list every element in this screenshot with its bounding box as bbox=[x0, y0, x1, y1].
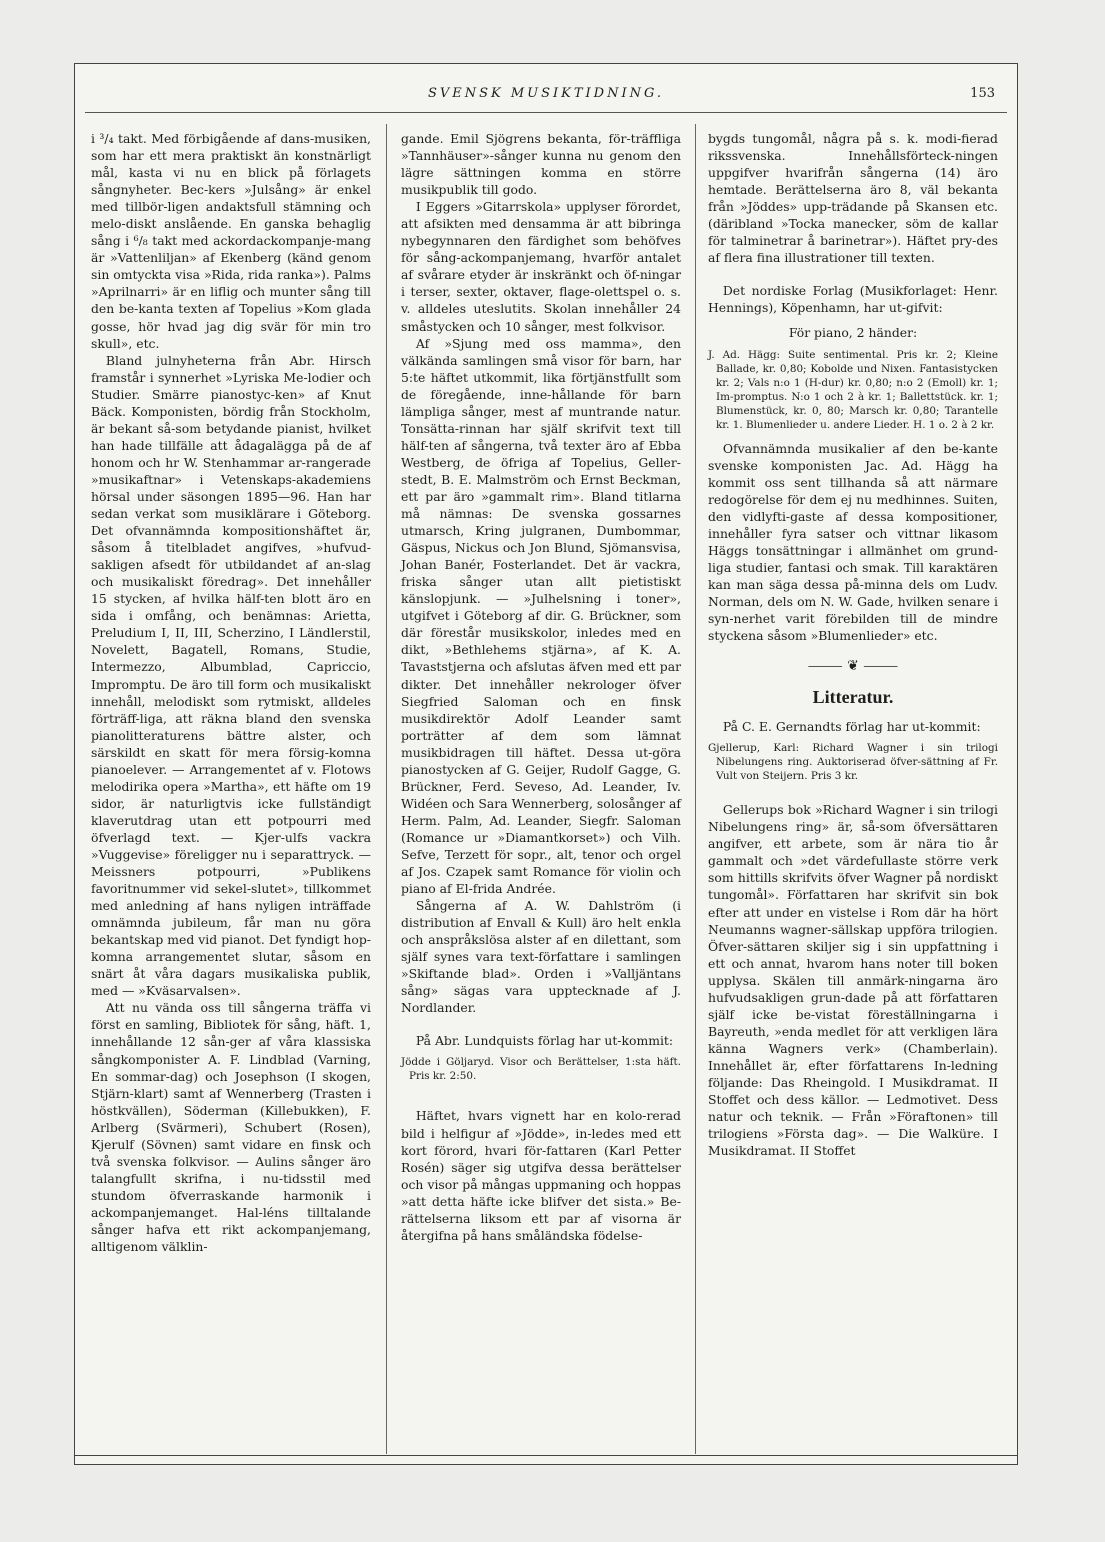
newspaper-page bbox=[74, 63, 1018, 1465]
column-1 bbox=[91, 130, 371, 1255]
paragraph: Att nu vända oss till sångerna träffa vi först en samling, Bibliotek för sång, häft. 1, innehållande 12 sån-ger af våra klassiska sångkomponister A. F. Lindblad (Varning, En sommar-dag) och Josephson (I skogen, Stjärn-klart) samt af Wennerberg (Trasten i höstkvällen), Söderman (Killebukken), F. Arlberg (Svärmeri), Schubert (Rosen), Kjerulf (Sövnen) samt vidare en finsk och två svenska folkvisor. — Aulins sånger äro talangfullt skrifna, i nu-tidsstil med stundom öfverraskande harmonik i ackompanjemanget. Hal-léns tilltalande sånger hafva ett rikt ackompanjemang, alltigenom välklin- bbox=[91, 1000, 371, 1255]
paragraph: i ³/₄ takt. Med förbigående af dans-musiken, som har ett mera praktiskt än konstnärligt mål, kasta vi nu en blick på förlagets sångnyheter. Bec-kers »Julsång» är enkel med tillbör-ligen andaktsfull stämning och melo-diskt anslående. En ganska behaglig sång i ⁶/₈ takt med ackordackompanje-mang är »Vattenliljan» af Ekenberg (känd genom sin omtyckta visa »Rida, rida ranka»). Palms »Aprilnarri» är en liflig och munter sång till den be-kanta texten af Topelius »Kom glada gosse, hör hvad jag dig svär för min tro skull», etc. bbox=[91, 131, 371, 351]
paragraph: I Eggers »Gitarrskola» upplyser förordet, att afsikten med densamma är att bibringa nybegynnaren den färdighet som behöfves för sång-ackompanjemang, hvarför antalet af svårare etyder är inskränkt och öf-ningar i terser, sexter, oktaver, flage-olettspel o. s. v. alldeles uteslutits. Skolan innehåller 24 småstycken och 10 sånger, mest folkvisor. bbox=[401, 199, 681, 334]
column-divider bbox=[695, 124, 696, 1454]
book-listing: Jödde i Göljaryd. Visor och Berättelser, 1:sta häft. Pris kr. 2:50. bbox=[401, 1056, 681, 1083]
paragraph: Bland julnyheterna från Abr. Hirsch framstår i synnerhet »Lyriska Me-lodier och Studier. Smärre pianostyc-ken» af Knut Bäck. Komponisten, bördig från Stockholm, är bekant så-som betydande pianist, hvilket han hade tillfälle att ådagalägga på de af honom och hr W. Stenhammar ar-rangerade »musikaftnar» i Vetenskaps-akademiens hörsal under säsongen 1895—96. Han har sedan verkat som musiklärare i Göteborg. Det ofvannämnda kompositionshäftet är, såsom å titelbladet angifves, »hufvud-sakligen afsedt för utbildandet af an-slag och musikaliskt föredrag». Det innehåller 15 stycken, af hvilka hälf-ten blott äro en sida i omfång, och benämnas: Arietta, Preludium I, II, III, Scherzino, I Ländlerstil, Novelett, Bagatell, Romans, Studie, Intermezzo, Albumblad, Capriccio, Impromptu. De äro till form och musikaliskt innehåll, melodiskt som rytmiskt, alldeles förträff-liga, att räkna bland den svenska pianolitteraturens bättre alster, och särskildt en skatt för mera försig-komna pianoelever. — Arrangementet af v. Flotows melodirika opera »Martha», ett häfte om 19 sidor, är naturligtvis icke fullständigt klaverutdrag utan ett potpourri med öfverlagd text. — Kjer-ulfs vackra »Vuggevise» föreligger nu i separattryck. — Meissners potpourri, »Publikens favoritnummer vid sekel-slutet», tillkommet med anledning af hans nyligen inträffade omnämnda jubileum, får man nu göra bekantskap med vid pianot. Det fyndigt hop-komna arrangementet slutar, såsom en snärt åt våra dagars musikaliska publik, med — »Kväsarvalsen». bbox=[91, 352, 371, 999]
paragraph: Ofvannämnda musikalier af den be-kante svenske komponisten Jac. Ad. Hägg ha kommit oss sent tillhanda så att närmare redogörelse för dem ej nu medhinnes. Suiten, den vidlyfti-gaste af dessa kompositioner, innehåller fyra satser och vittnar likasom Häggs tonsättningar i allmänhet om grund-liga studier, fantasi och smak. Till karaktären kan man säga dessa på-minna dels om Ludv. Norman, dels om N. W. Gade, hvilken senare i syn-nerhet varit förebilden till de mindre styckena såsom »Blumenlieder» etc. bbox=[708, 440, 998, 644]
paragraph: Häftet, hvars vignett har en kolo-rerad bild i helfigur af »Jödde», in-ledes med ett kort förord, hvari för-fattaren (Karl Petter Rosén) säger sig utgifva dessa berättelser och visor på mångas uppmaning och hoppas »att detta häfte icke blifver det sista.» Be-rättelserna liksom ett par af visorna är återgifna på hans småländska födelse- bbox=[401, 1108, 681, 1243]
column-divider bbox=[386, 124, 387, 1454]
footer-rule bbox=[75, 1455, 1017, 1456]
section-heading: Litteratur. bbox=[812, 687, 894, 708]
music-listing: J. Ad. Hägg: Suite sentimental. Pris kr. 2; Kleine Ballade, kr. 0,80; Kobolde und Nixen. Fantasistycken kr. 2; Vals n:o 1 (H-dur) kr. 0,80; n:o 2 (Emoll) kr. 1; Im-promptus. N:o 1 och 2 à kr. 1; Ballettstück. kr. 1; Blumenstück, kr. 0, 80; Marsch kr. 0,80; Tarantelle kr. 1. Blumenlieder u. andere Lieder. H. 1 o. 2 à 2 kr. bbox=[708, 348, 998, 431]
ornament-divider: ⸻ ❦ ⸻ bbox=[807, 658, 899, 675]
page-header bbox=[75, 78, 1017, 104]
column-2 bbox=[401, 130, 681, 1244]
subheading: För piano, 2 händer: bbox=[788, 325, 918, 341]
paragraph: Sångerna af A. W. Dahlström (i distribution af Envall & Kull) äro helt enkla och anspråkslösa alster af en dilettant, som själf synes vara text-författare i samlingen »Skiftande blad». Orden i »Valljäntans sång» sägas vara upptecknade af J. Nordlander. bbox=[401, 898, 681, 1016]
paragraph: På C. E. Gernandts förlag har ut-kommit: bbox=[722, 719, 981, 735]
column-3 bbox=[708, 130, 998, 1159]
paragraph: bygds tungomål, några på s. k. modi-fierad rikssvenska. Innehållsförteck-ningen uppgifver hvarifrån sångerna (14) äro hemtade. Berättelserna äro 8, väl bekanta från »Jöddes» upp-trädande på Skansen etc. (däribland »Tocka manecker, söm de kallar för talminetrar å barinetrar»). Häftet pry-des af flera fina illustrationer till texten. bbox=[708, 131, 998, 266]
page-number: 153 bbox=[970, 86, 995, 101]
book-listing: Gjellerup, Karl: Richard Wagner i sin trilogi Nibelungens ring. Auktoriserad öfver-sättning af Fr. Vult von Steijern. Pris 3 kr. bbox=[708, 742, 998, 783]
header-rule bbox=[85, 112, 1007, 113]
paragraph: Af »Sjung med oss mamma», den välkända samlingen små visor för barn, har 5:te häftet utkommit, lika förtjänstfullt som de föregående, inne-hållande för barn lämpliga sånger, mest af muntrande natur. Tonsätta-rinnan har själf skrifvit text till hälf-ten af sångerna, två texter äro af Ebba Westberg, de öfriga af Topelius, Geller-stedt, B. E. Malmström och Ernst Beckman, ett par äro »gammalt rim». Bland titlarna må nämnas: De svenska gossarnes utmarsch, Kring julgranen, Dumbommar, Gäspus, Nickus och Jon Blund, Sjömansvisa, Johan Banér, Fosterlandet. Det är vackra, friska sånger utan allt pietistiskt känslopjunk. — »Julhelsning i toner», utgifvet i Göteborg af dir. G. Brückner, som där förestår musikskolor, inledes med en dikt, »Bethlehems stjärna», af K. A. Tavaststjerna och afslutas äfven med ett par dikter. Det innehåller nekrologer öfver Siegfried Saloman och en finsk musikdirektör Adolf Leander samt porträtter af dem som lämnat musikbidragen till häftet. Dessa ut-göra pianostycken af G. Geijer, Rudolf Gagge, G. Brückner, Ferd. Seveso, Ad. Leander, Iv. Widéen och Sara Wennerberg, solosånger af Herm. Palm, Ad. Leander, Siegfr. Saloman (Romance ur »Diamantkorset») och Vilh. Sefve, Terzett för sopr., alt, tenor och orgel af Jos. Czapek samt Romance för violin och piano af El-frida Andrée. bbox=[401, 335, 681, 897]
paragraph: gande. Emil Sjögrens bekanta, för-träffliga »Tannhäuser»-sånger kunna nu genom den lägre sättningen komma en större musikpublik till godo. bbox=[401, 131, 681, 198]
paragraph: På Abr. Lundquists förlag har ut-kommit: bbox=[415, 1033, 674, 1049]
paragraph: Det nordiske Forlag (Musikforlaget: Henr. Hennings), Köpenhamn, har ut-gifvit: bbox=[708, 283, 998, 316]
paragraph: Gellerups bok »Richard Wagner i sin trilogi Nibelungens ring» är, så-som öfversättaren angifver, ett arbete, som är nära tio år gammalt och »det värdefullaste större verk som hittills skrifvits öfver Wagner på nordiskt tungomål». Författaren har skrifvit sin bok efter att under en vistelse i Rom där ha hört Neumanns wagner-sällskap uppföra trilogien. Öfver-sättaren skiljer sig i sin uppfattning i ett och annat, hvarom hans noter till boken upplysa. Skälen till anmärk-ningarna äro hufvudsakligen grun-dade på att författaren själf icke be-vistat föreställningarna i Bayreuth, »enda medlet för att verkligen lära känna Wagners verk» (Chamberlain). Innehållet är, efter författarens In-ledning följande: Das Rheingold. I Musikdramat. II Stoffet och dess källor. — Ledmotivet. Dess natur och teknik. — Från »Föraftonen» till trilogiens »Första dag». — Die Walküre. I Musikdramat. II Stoffet bbox=[708, 802, 998, 1159]
journal-title: SVENSK MUSIKTIDNING. bbox=[427, 86, 665, 101]
